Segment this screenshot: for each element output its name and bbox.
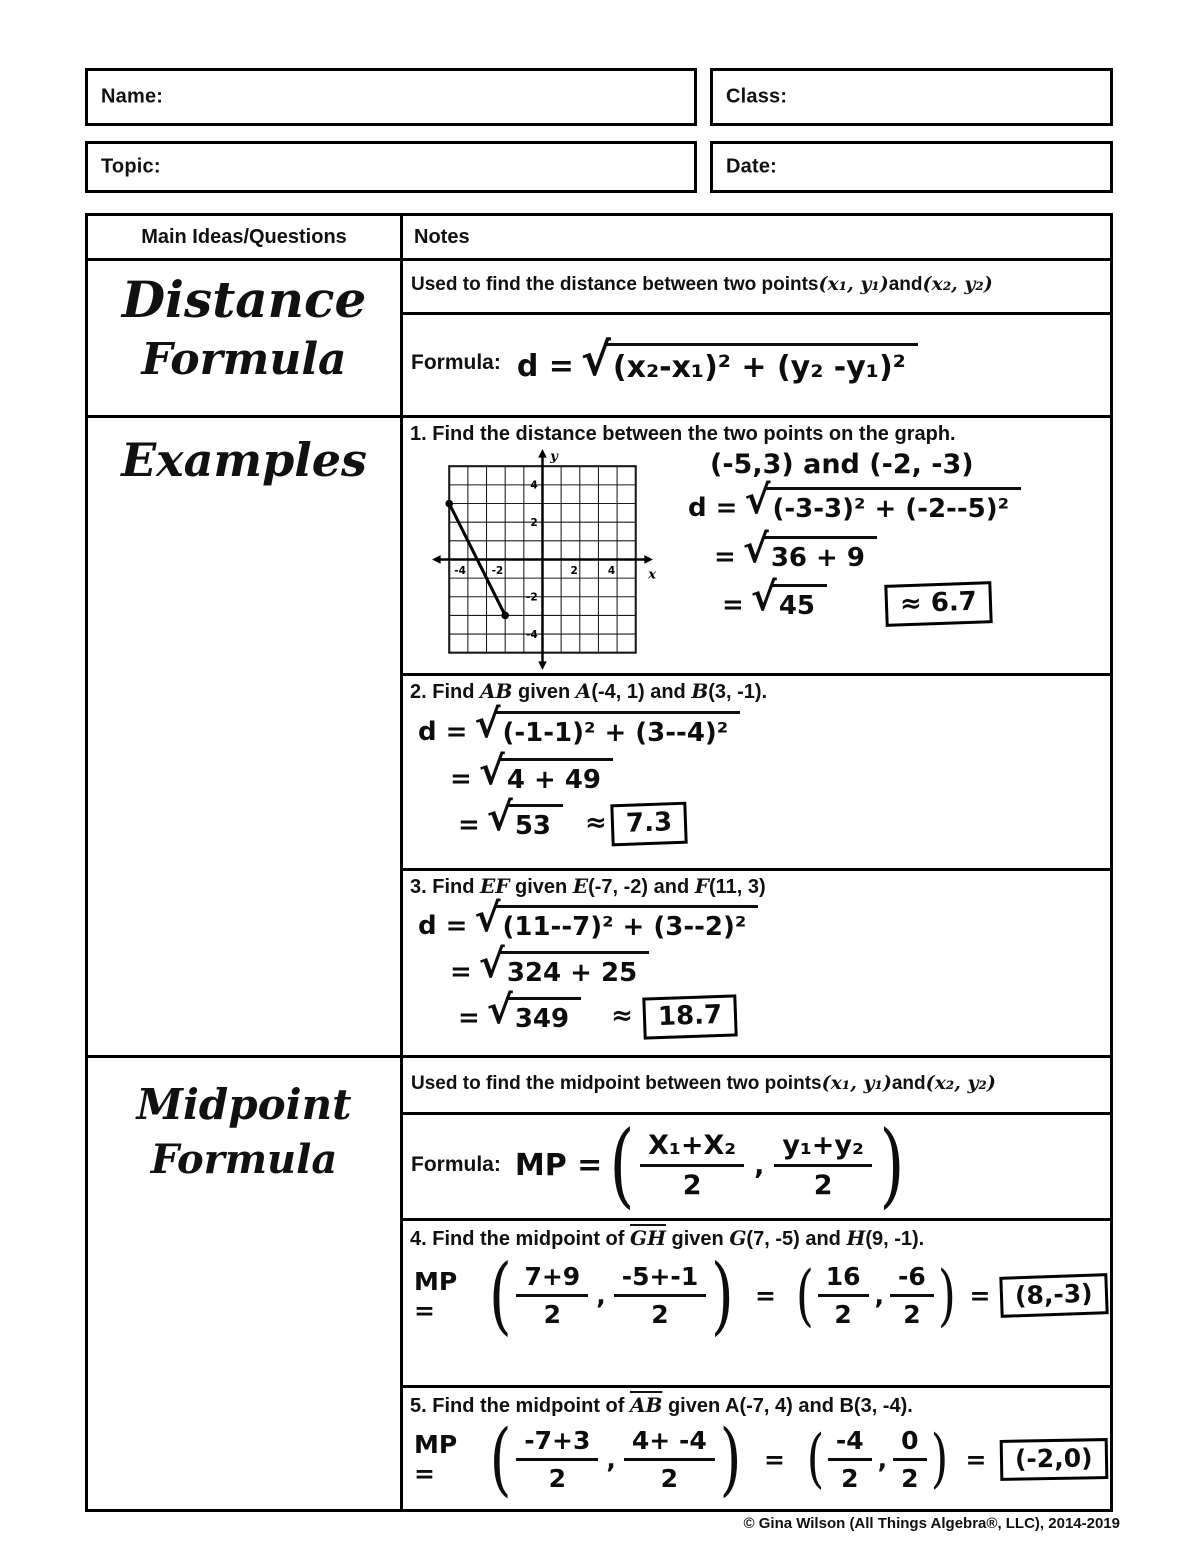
example-5-answer: (-2,0) [1000,1438,1108,1481]
example-4-answer: (8,-3) [1000,1273,1109,1318]
radicand: 324 + 25 [500,951,649,988]
fraction-x [640,1130,744,1201]
work-step [722,575,1021,625]
fraction-numerator: 4+ -4 [624,1426,715,1461]
radicand: 45 [772,584,827,621]
sqrt-symbol: √ [474,702,501,747]
fraction-numerator: -5+-1 [614,1262,707,1297]
svg-text:4: 4 [530,479,538,492]
fraction-numerator: 7+9 [516,1262,588,1297]
fraction-numerator: -6 [890,1262,934,1297]
example-1 [400,415,1116,673]
example-3 [400,868,1116,1055]
example-4-work [414,1246,1108,1344]
fraction-numerator: y₁+y₂ [774,1130,871,1167]
open-paren: ( [795,1256,814,1334]
step-lhs: = [450,764,472,794]
distance-formula-title [88,271,400,385]
step-lhs: d = [418,717,468,747]
radical [744,478,1021,524]
step-lhs: d = [688,493,738,523]
comma: , [596,1281,606,1311]
fraction-denominator: 2 [834,1300,852,1330]
fraction-numerator: -7+3 [516,1426,598,1461]
fraction-denominator: 2 [682,1169,702,1201]
fraction [893,1426,926,1493]
radicand: (x₂-x₁)² + (y₂ -y₁)² [606,343,918,385]
open-paren: ( [609,1110,635,1218]
coordinate-graph [432,449,674,676]
radical [750,575,827,621]
date-label: Date: [726,155,778,178]
radical [742,527,877,573]
fraction-denominator: 2 [651,1300,669,1330]
close-paren: ) [930,1421,948,1496]
close-paren: ) [937,1256,956,1334]
svg-text:-4: -4 [454,564,466,577]
distance-description: Used to find the distance between two points (x₁, y₁) and (x₂, y₂) [411,273,993,296]
work-step [714,527,1021,573]
approx-symbol: ≈ [611,1001,633,1031]
fraction-numerator: -4 [828,1426,872,1461]
radical [478,942,649,988]
fraction-denominator: 2 [543,1300,562,1330]
example-3-problem: 3. Find EF given E(-7, -2) and F(11, 3) [410,874,766,898]
formula-label: Formula: [411,351,501,375]
svg-text:-4: -4 [526,628,538,641]
comma: , [874,1281,884,1311]
close-paren: ) [879,1110,905,1218]
radicand: 36 + 9 [764,536,877,573]
fraction [624,1426,715,1493]
example-1-problem: 1. Find the distance between the two points on the graph. [410,423,956,445]
step-lhs: = [450,957,472,987]
comma: , [754,1149,765,1181]
example-5 [400,1385,1116,1512]
approx-symbol: ≈ [585,808,607,838]
svg-text:2: 2 [570,564,578,577]
work-step [458,988,1106,1038]
step-lhs: = [722,590,744,620]
work-step [418,702,1106,748]
copyright-footer: © Gina Wilson (All Things Algebra®, LLC), 2014-2019 [743,1515,1120,1532]
example-2-problem: 2. Find AB given A(-4, 1) and B(3, -1). [410,679,768,703]
fraction [516,1262,588,1329]
comma: , [877,1444,888,1474]
fraction-numerator: 0 [893,1426,926,1461]
fraction-denominator: 2 [660,1463,679,1493]
svg-text:-2: -2 [526,591,538,604]
midpoint-title-line1: Midpoint [136,1080,352,1129]
work-step [458,795,1106,845]
sqrt-symbol: √ [750,575,777,620]
examples-title: Examples [121,433,367,487]
example-4-problem: 4. Find the midpoint of $\overline{GH}$ given G(7, -5) and H(9, -1). [410,1226,925,1250]
class-field[interactable] [710,68,1113,126]
example-2 [400,673,1116,868]
sqrt-symbol: √ [478,749,505,794]
step-lhs: d = [418,911,468,941]
distance-formula-row [400,312,1116,415]
work-step [450,749,1106,795]
example-4 [400,1218,1116,1385]
example-2-answer: 7.3 [610,802,687,847]
notes-column-header: Notes [414,225,470,248]
example-3-answer: 18.7 [642,994,738,1039]
step-lhs: = [458,1003,480,1033]
radicand: 349 [508,997,581,1034]
comma: , [606,1444,616,1474]
fraction [818,1262,869,1329]
mp-lhs: MP = [414,1266,458,1325]
radical [478,749,613,795]
open-paren: ( [806,1421,825,1496]
midpoint-description: Used to find the midpoint between two points (x₁, y₁) and (x₂, y₂) [411,1071,996,1094]
example-5-work [414,1412,1108,1505]
radicand: (-1-1)² + (3--4)² [495,711,740,748]
fraction-y [774,1130,871,1201]
sqrt-symbol: √ [478,942,505,987]
radicand: 4 + 49 [500,758,613,795]
work-step [450,942,1106,988]
sqrt-symbol: √ [474,896,501,941]
radical [474,896,758,942]
topic-field[interactable] [85,141,697,193]
midpoint-title-line2: Formula [150,1136,338,1184]
fraction-numerator: X₁+X₂ [640,1130,744,1167]
step-lhs: = [714,542,736,572]
radicand: (11--7)² + (3--2)² [495,905,758,942]
open-paren: ( [489,1412,512,1505]
formula-label: Formula: [411,1152,501,1176]
svg-text:4: 4 [607,564,616,577]
radicand: 53 [508,804,563,841]
example-5-problem: 5. Find the midpoint of $\overline{AB}$ given A(-7, 4) and B(3, -4). [410,1393,913,1417]
radical [486,795,563,841]
fraction [828,1426,872,1493]
work-step [688,478,1021,524]
sqrt-symbol: √ [742,527,769,572]
distance-title-line2: Formula [141,333,347,385]
class-label: Class: [726,85,788,108]
svg-text:y: y [550,449,558,465]
equals: = [965,1444,987,1474]
fraction-denominator: 2 [813,1169,833,1201]
close-paren: ) [711,1246,735,1344]
distance-formula-equation [516,333,918,386]
sqrt-symbol: √ [744,478,771,523]
midpoint-formula-title [88,1081,400,1183]
fraction-denominator: 2 [901,1463,919,1493]
equals: = [755,1281,776,1311]
svg-text:-2: -2 [491,564,504,577]
notes-table [85,213,1113,1512]
svg-text:2: 2 [530,516,538,529]
midpoint-formula-row [400,1112,1116,1218]
radical [474,702,740,748]
fraction [614,1262,707,1329]
example-1-points: (-5,3) and (-2, -3) [710,449,974,480]
close-paren: ) [719,1412,742,1505]
svg-text:x: x [648,566,657,583]
sqrt-symbol: √ [486,795,513,840]
sqrt-symbol: √ [486,988,513,1033]
radicand: (-3-3)² + (-2--5)² [765,487,1021,524]
formula-lhs: d = [516,349,574,384]
step-lhs: = [458,810,480,840]
distance-title-line1: Distance [121,270,367,329]
open-paren: ( [488,1246,512,1344]
fraction [516,1426,598,1493]
work-step [418,896,1106,942]
fraction [890,1262,934,1329]
equals: = [763,1444,785,1474]
fraction-denominator: 2 [903,1300,921,1330]
name-field[interactable] [85,68,697,126]
fraction-denominator: 2 [841,1463,859,1493]
date-field[interactable] [710,141,1113,193]
radical [486,988,581,1034]
fraction-denominator: 2 [548,1463,567,1493]
equals: = [969,1281,991,1311]
midpoint-formula-lhs: MP = [514,1147,603,1183]
radical [580,333,918,386]
main-ideas-column-header: Main Ideas/Questions [141,225,347,248]
name-label: Name: [101,85,164,108]
fraction-numerator: 16 [818,1262,869,1297]
example-1-answer: ≈ 6.7 [884,581,992,627]
sqrt-symbol: √ [580,333,611,386]
mp-lhs: MP = [414,1430,458,1488]
topic-label: Topic: [101,155,161,178]
